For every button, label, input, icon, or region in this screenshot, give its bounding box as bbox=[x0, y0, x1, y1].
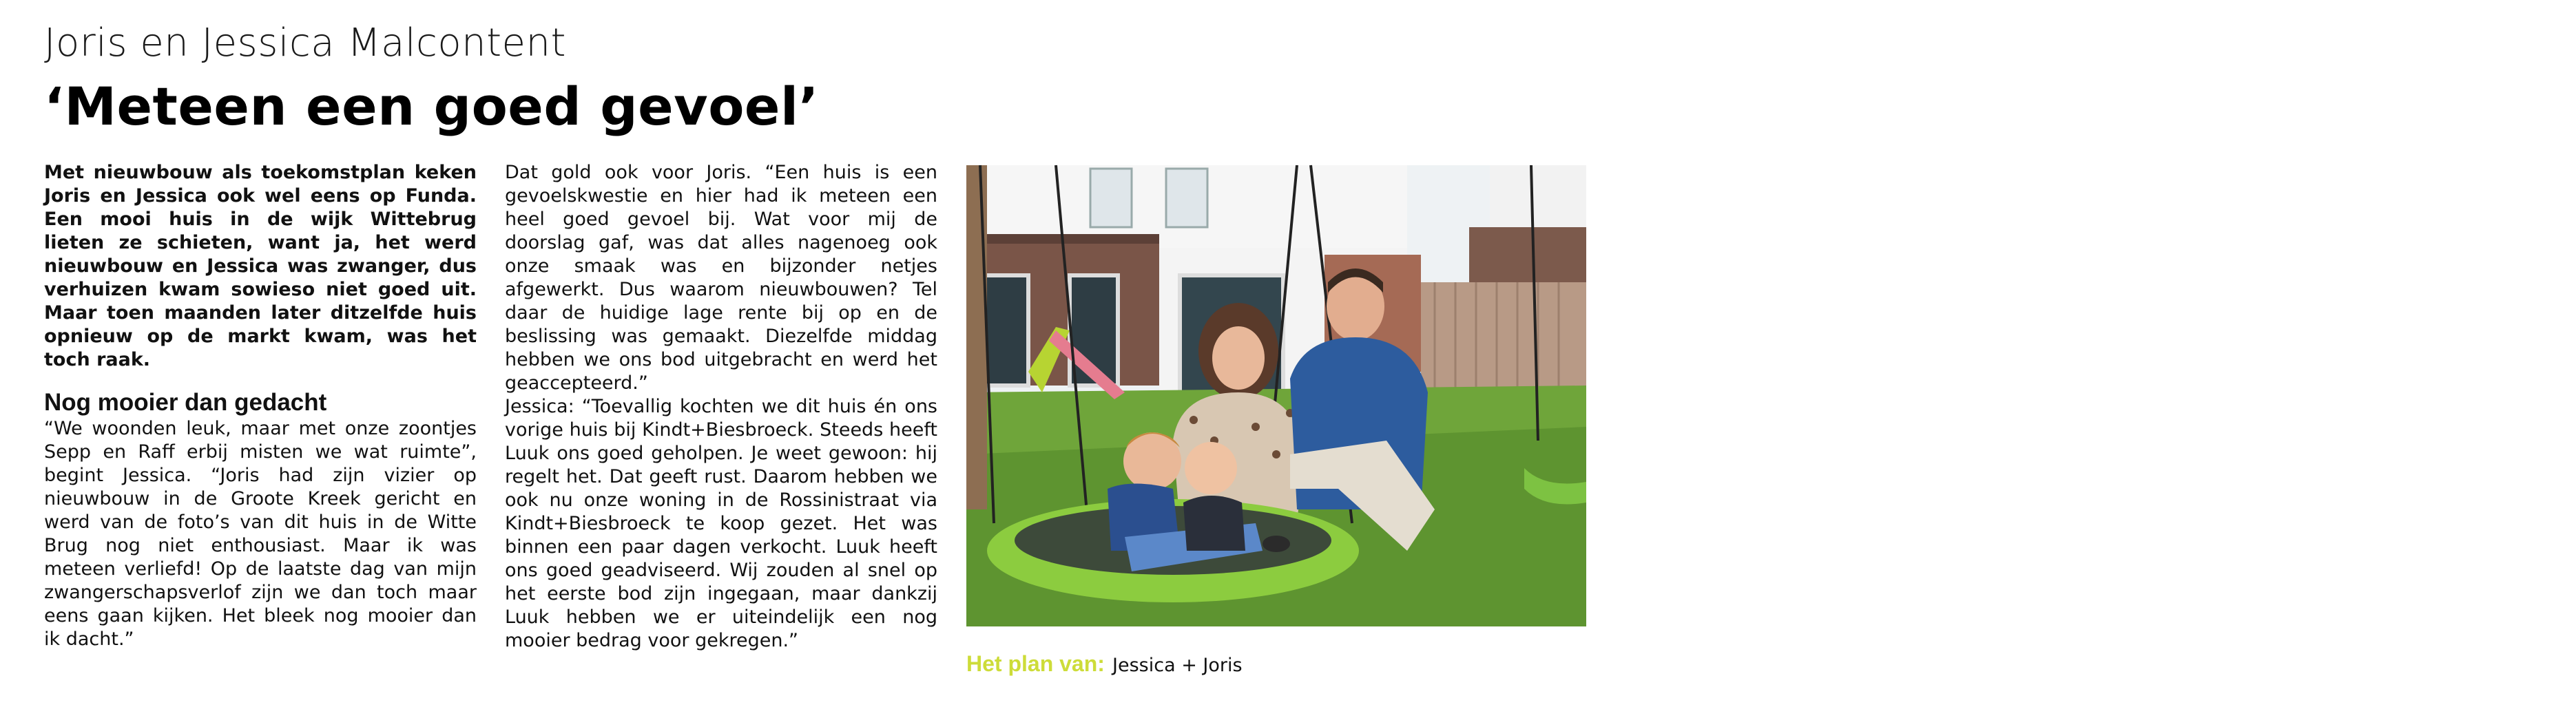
section-subheading: Nog mooier dan gedacht bbox=[44, 389, 327, 416]
body-paragraph: Jessica: “Toevallig kochten we dit huis én ons vorige huis bij Kindt+Biesbroeck. Steeds heeft Luuk ons goed geholpen. Je weet gewoon: hij regelt het. Dat geeft rust. Daarom hebben we ook nu onze woning in de Rossinistraat via Kindt+Biesbroeck te koop gezet. Het was binnen een paar dagen verkocht. Luuk heeft ons goed geadviseerd. Wij zouden al snel op het eerste bod zijn ingegaan, maar dankzij Luuk hebben we er uiteindelijk een nog mooier bedrag voor gekregen.” bbox=[505, 396, 937, 651]
photo-credit: Foto: Kim de Bodt bbox=[2564, 584, 2576, 667]
lead-paragraph: Met nieuwbouw als toekomstplan keken Joris en Jessica ook wel eens op Funda. Een mooi huis in de wijk Wittebrug lieten ze schieten, want ja, het werd nieuwbouw en Jessica was zwanger, dus verhuizen kwam sowieso niet goed uit. Maar toen maanden later ditzelfde huis opnieuw op de markt kwam, was het toch raak. bbox=[44, 162, 477, 370]
text-column-1 bbox=[44, 161, 477, 651]
article-headline: ‘Meteen een goed gevoel’ bbox=[44, 76, 819, 137]
caption-label: Het plan van: bbox=[966, 651, 1105, 676]
photo-caption bbox=[966, 651, 1243, 677]
body-paragraph: Dat gold ook voor Joris. “Een huis is een gevoelskwestie en hier had ik meteen een heel goed gevoel bij. Wat voor mij de doorslag gaf, was dat alles nagenoeg ook onze smaak was en bijzonder netjes afgewerkt. Dus waarom nieuwbouwen? Tel daar de huidige lage rente bij op en de beslissing was gemaakt. Diezelfde middag hebben we ons bod uitgebracht en werd het geaccepteerd.” bbox=[505, 162, 937, 394]
body-paragraph: “We woonden leuk, maar met onze zoontjes Sepp en Raff erbij misten we wat ruimte”, begint Jessica. “Joris had zijn vizier op nieuwbouw in de Groote Kreek gericht en werd van de foto’s van dit huis in de Witte Brug nog niet enthousiast. Maar ik was meteen verliefd! Op de laatste dag van mijn zwangerschapsverlof zijn we dan toch maar eens gaan kijken. Het bleek nog mooier dan ik dacht.” bbox=[44, 418, 477, 650]
text-column-2 bbox=[505, 161, 937, 653]
article-kicker: Joris en Jessica Malcontent bbox=[44, 21, 566, 65]
caption-value: Jessica + Joris bbox=[1112, 655, 1243, 676]
